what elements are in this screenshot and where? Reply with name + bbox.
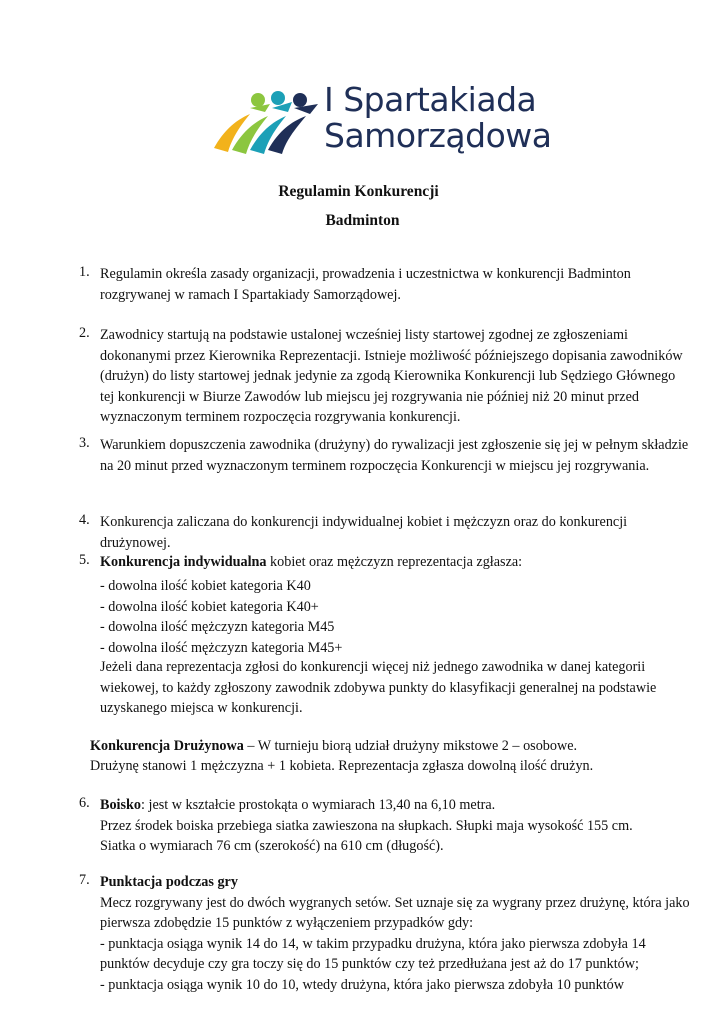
item-text: Konkurencja zaliczana do konkurencji indywidualnej kobiet i mężczyzn oraz do konkurencji drużynowej.: [100, 514, 628, 551]
team-line-2: Drużynę stanowi 1 mężczyzna + 1 kobieta. Reprezentacja zgłasza dowolną ilość drużyn.: [90, 758, 594, 774]
item-line: Przez środek boiska przebiega siatka zawieszona na słupkach. Słupki maja wysokość 155 cm.: [100, 817, 633, 834]
team-bold: Konkurencja Drużynowa: [90, 738, 244, 754]
item-rest: kobiet oraz mężczyzn reprezentacja zgłasza:: [266, 554, 523, 570]
item-number: 7.: [79, 872, 90, 888]
item-text: Regulamin określa zasady organizacji, prowadzenia i uczestnictwa w konkurencji Badminton rozgrywanej w ramach I Spartakiady Samorządowej.: [100, 266, 631, 303]
category-item: - dowolna ilość mężczyzn kategoria M45: [100, 619, 335, 635]
spartakiada-logo: [210, 80, 552, 156]
category-list: [100, 576, 342, 658]
team-line-1: [90, 736, 710, 757]
item-body: Mecz rozgrywany jest do dwóch wygranych setów. Set uznaje się za wygrany przez drużynę, która jako pierwsza zdobędzie 15 punktów z wyłączeniem przypadków gdy:: [100, 894, 690, 931]
item-text: [100, 872, 690, 995]
document-title: Regulamin Konkurencji: [278, 183, 439, 200]
item-text: Warunkiem dopuszczenia zawodnika (drużyny) do rywalizacji jest zgłoszenie się jej w pełnym składzie na 20 minut przed wyznaczonym terminem rozpoczęcia Konkurencji w miejscu jej rozgrywania.: [100, 437, 689, 474]
item-number: 2.: [79, 325, 90, 341]
category-item: - dowolna ilość kobiet kategoria K40+: [100, 598, 319, 615]
category-item: - dowolna ilość kobiet kategoria K40: [100, 578, 311, 594]
item-text: Zawodnicy startują na podstawie ustalonej wcześniej listy startowej zgodnej ze zgłoszeniami dokonanymi przez Kierownika Reprezentacji. Istnieje możliwość późniejszego dopisania zawodników (drużyn) do listy startowej jednak jedynie za zgodą Kierownika Konkurencji lub Sędziego Głównego tej konkurencji w Biurze Zawodów lub miejscu jej rozgrywania nie później niż 20 minut przed wyznaczonym terminem rozpoczęcia rozgrywania konkurencji.: [100, 327, 683, 425]
item-text: [100, 795, 690, 857]
item-text: [100, 552, 690, 573]
item-rest: : jest w kształcie prostokąta o wymiarach 13,40 na 6,10 metra.: [141, 797, 496, 813]
item-number: 4.: [79, 512, 90, 528]
item-line: - punktacja osiąga wynik 10 do 10, wtedy drużyna, która jako pierwsza zdobyła 10 punktów: [100, 976, 625, 993]
item-line: Siatka o wymiarach 76 cm (szerokość) na 610 cm (długość).: [100, 838, 444, 854]
item-first-line: [100, 795, 690, 816]
item-number: 3.: [79, 435, 90, 451]
item-bold: Punktacja podczas gry: [100, 874, 238, 890]
logo-line-2: Samorządowa: [324, 116, 552, 155]
item-bold: Boisko: [100, 797, 142, 813]
logo-line-1: I Spartakiada: [324, 80, 537, 119]
document-subtitle: Badminton: [325, 212, 400, 229]
team-rest: – W turnieju biorą udział drużyny mikstowe 2 – osobowe.: [243, 738, 578, 754]
runners-logo-icon: [210, 86, 325, 156]
logo-text: [324, 82, 551, 154]
item-bold: Konkurencja indywidualna: [100, 554, 267, 570]
item-heading: [100, 872, 690, 893]
item-line: - punktacja osiąga wynik 14 do 14, w takim przypadku drużyna, która jako pierwsza zdobyła 14 punktów decyduje czy gra toczy się do 15 punktów czy też przedłużana jest aż do 17 punktów;: [100, 935, 646, 972]
category-item: - dowolna ilość mężczyzn kategoria M45+: [100, 639, 343, 656]
item-number: 1.: [79, 264, 90, 280]
individual-note: Jeżeli dana reprezentacja zgłosi do konkurencji więcej niż jednego zawodnika w danej kategorii wiekowej, to każdy zgłoszony zawodnik zdobywa punkty do klasyfikacji generalnej na podstawie uzyskanego miejsca w konkurencji.: [100, 659, 657, 716]
item-number: 5.: [79, 552, 90, 568]
item-number: 6.: [79, 795, 90, 811]
